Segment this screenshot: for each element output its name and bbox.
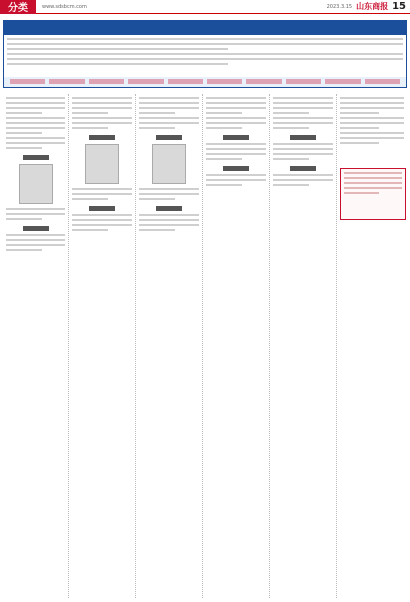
notice-heading — [290, 166, 316, 171]
issue-date: 2023.3.15 — [326, 3, 353, 10]
newspaper-brand: 山东商报 — [356, 2, 389, 11]
classified-ad-banner — [3, 20, 407, 88]
photo — [19, 164, 53, 204]
notice-heading — [290, 135, 316, 140]
website-text: www.sdsbcm.com — [42, 3, 87, 10]
notice-heading — [23, 226, 49, 231]
column-5 — [270, 94, 337, 598]
notice-heading — [156, 135, 182, 140]
column-4 — [203, 94, 270, 598]
page-header — [0, 0, 410, 14]
photo — [152, 144, 186, 184]
ad-banner-city-strip — [4, 77, 406, 87]
notice-heading — [23, 155, 49, 160]
column-2 — [69, 94, 136, 598]
notice-heading — [89, 135, 115, 140]
page-number: 15 — [392, 1, 406, 12]
ad-banner-header — [4, 21, 406, 35]
notice-heading — [89, 206, 115, 211]
section-title: 分类 — [0, 0, 36, 14]
notice-heading — [223, 135, 249, 140]
photo — [85, 144, 119, 184]
notice-heading — [223, 166, 249, 171]
column-1 — [3, 94, 69, 598]
highlighted-notice — [340, 168, 406, 220]
notice-heading — [156, 206, 182, 211]
header-right — [327, 1, 410, 12]
ad-banner-body — [4, 35, 406, 77]
column-3 — [136, 94, 203, 598]
